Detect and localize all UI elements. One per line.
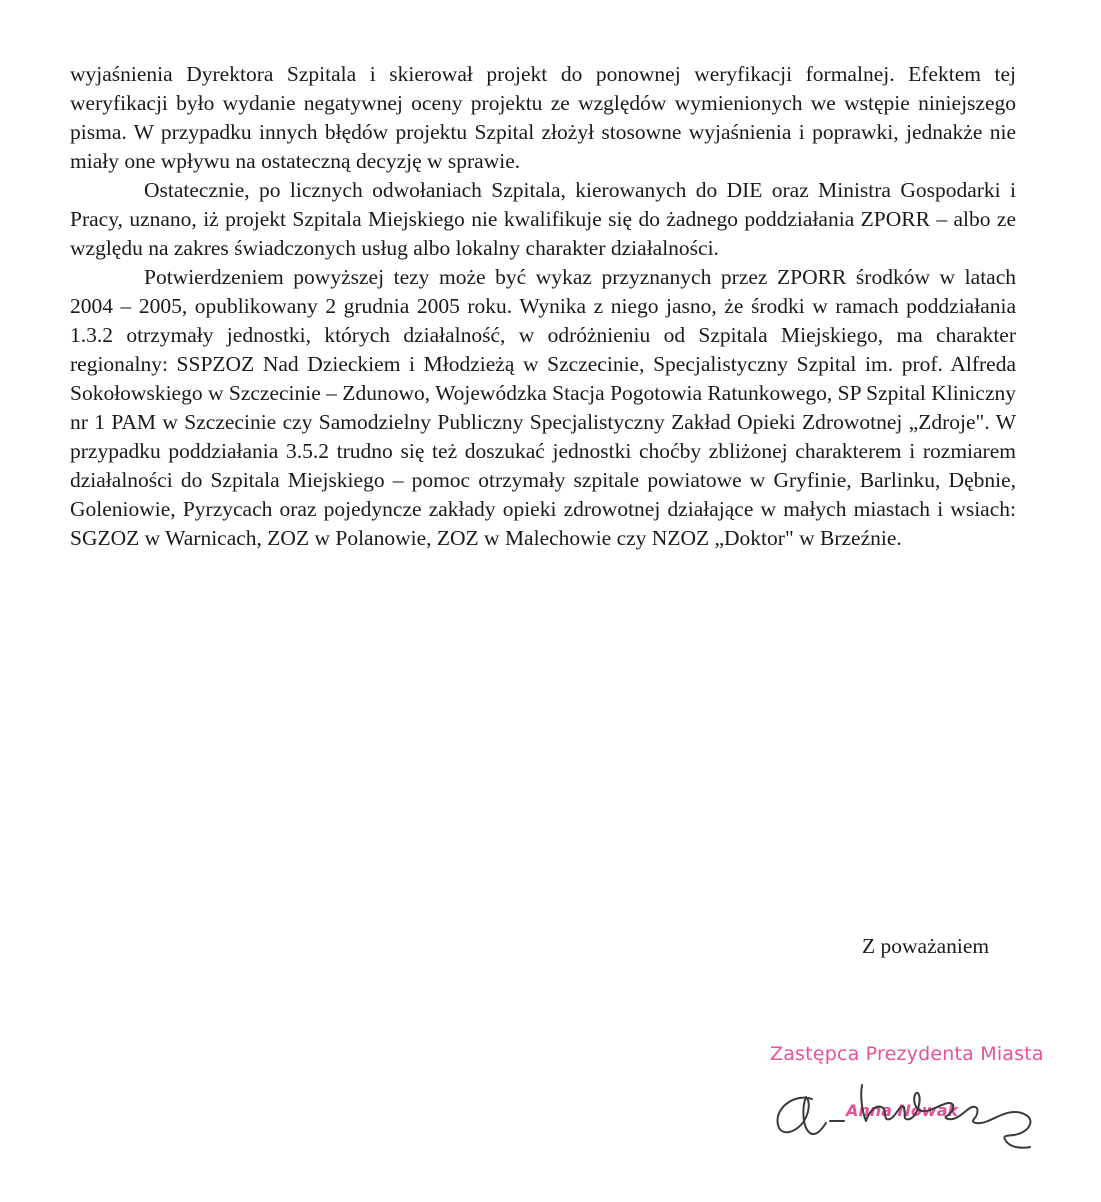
closing-salutation: Z poważaniem bbox=[862, 934, 990, 958]
official-stamp bbox=[766, 1043, 1066, 1153]
stamp-name: Anna Nowak bbox=[846, 1101, 959, 1120]
paragraph-1: wyjaśnienia Dyrektora Szpitala i skierował projekt do ponownej weryfikacji formalnej. Efektem tej weryfikacji było wydanie negatywnej oceny projektu ze względów wymienionych we wstępie niniejszego pisma. W przypadku innych błędów projektu Szpital złożył stosowne wyjaśnienia i poprawki, jednakże nie miały one wpływu na ostateczną decyzję w sprawie. bbox=[70, 62, 1016, 173]
letter-body bbox=[70, 60, 1016, 553]
paragraph-3: Potwierdzeniem powyższej tezy może być wykaz przyznanych przez ZPORR środków w latach 2004 – 2005, opublikowany 2 grudnia 2005 roku. Wynika z niego jasno, że środki w ramach poddziałania 1.3.2 otrzymały jednostki, których działalność, w odróżnieniu od Szpitala Miejskiego, ma charakter regionalny: SSPZOZ Nad Dzieckiem i Młodzieżą w Szczecinie, Specjalistyczny Szpital im. prof. Alfreda Sokołowskiego w Szczecinie – Zdunowo, Wojewódzka Stacja Pogotowia Ratunkowego, SP Szpital Kliniczny nr 1 PAM w Szczecinie czy Samodzielny Publiczny Specjalistyczny Zakład Opieki Zdrowotnej „Zdroje". W przypadku poddziałania 3.5.2 trudno się też doszukać jednostki choćby zbliżonej charakterem i rozmiarem działalności do Szpitala Miejskiego – pomoc otrzymały szpitale powiatowe w Gryfinie, Barlinku, Dębnie, Goleniowie, Pyrzycach oraz pojedyncze zakłady opieki zdrowotnej działające w małych miastach i wsiach: SGZOZ w Warnicach, ZOZ w Polanowie, ZOZ w Malechowie czy NZOZ „Doktor" w Brzeźnie. bbox=[70, 265, 1016, 550]
paragraph-2: Ostatecznie, po licznych odwołaniach Szpitala, kierowanych do DIE oraz Ministra Gospodarki i Pracy, uznano, iż projekt Szpitala Miejskiego nie kwalifikuje się do żadnego poddziałania ZPORR – albo ze względu na zakres świadczonych usług albo lokalny charakter działalności. bbox=[70, 178, 1016, 260]
stamp-title: Zastępca Prezydenta Miasta bbox=[770, 1043, 1044, 1065]
handwritten-signature-icon bbox=[766, 1063, 1066, 1153]
